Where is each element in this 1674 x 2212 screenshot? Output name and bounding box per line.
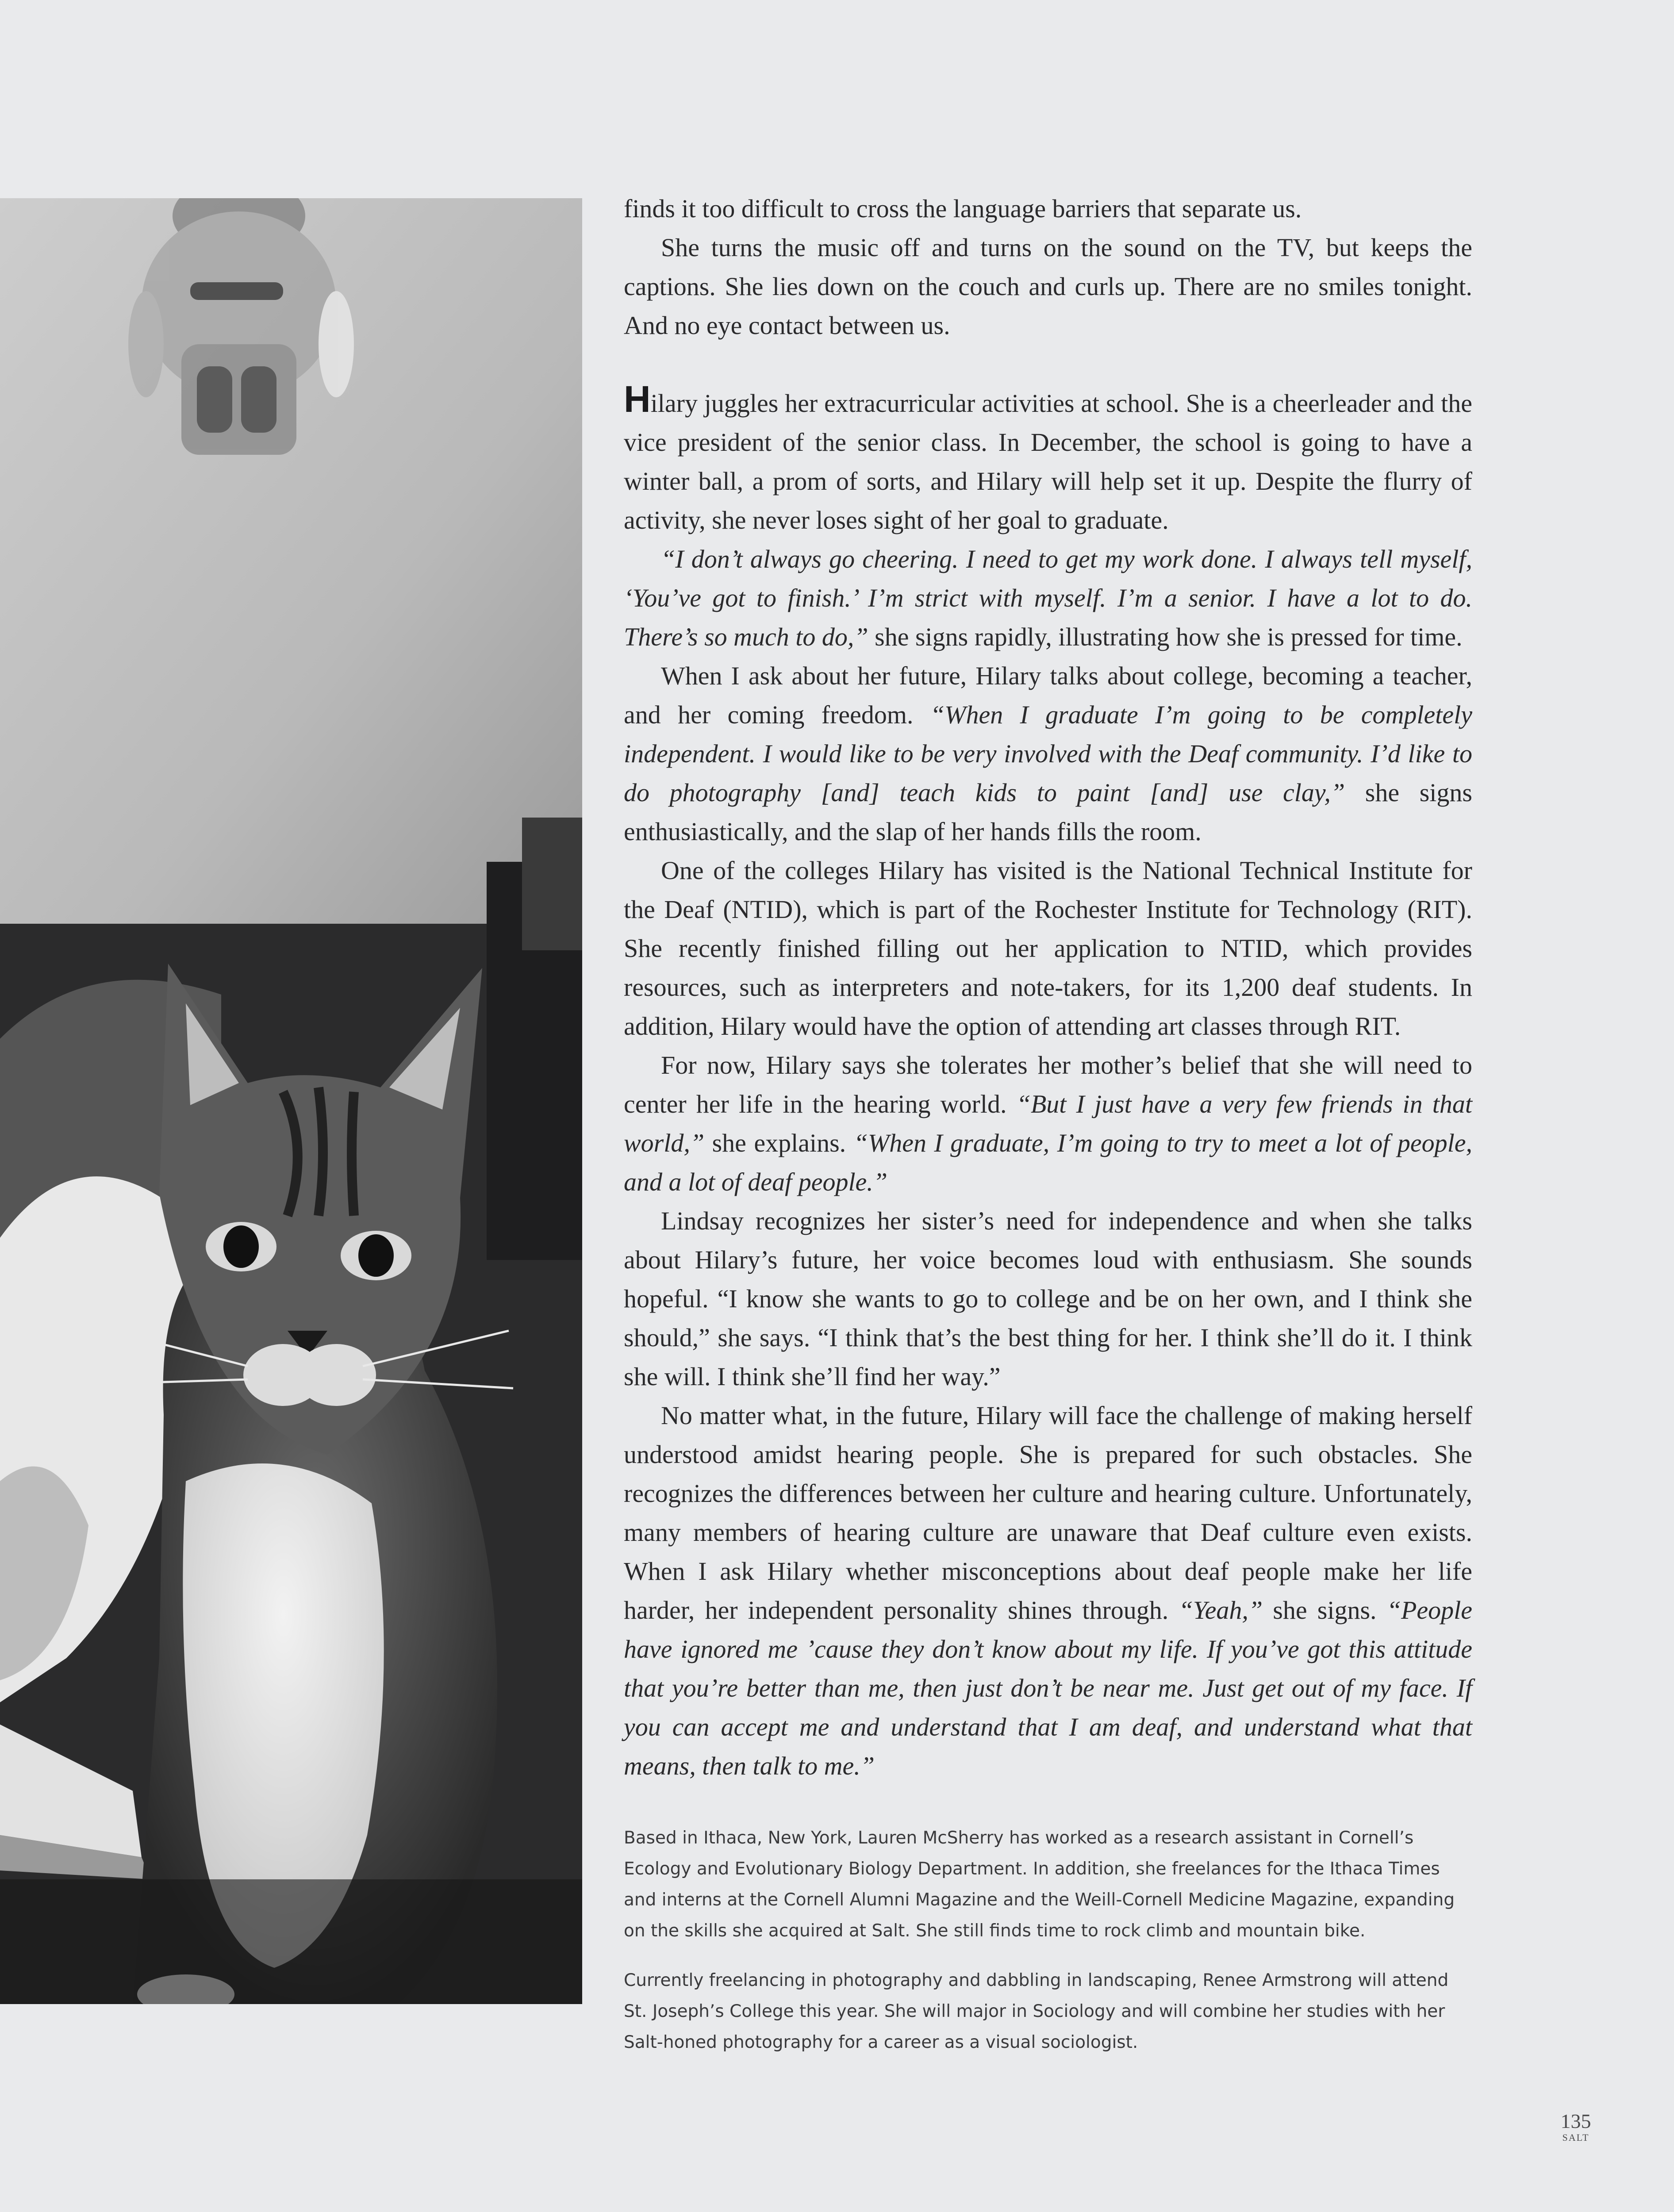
article-body (624, 189, 1472, 1786)
quote-text: “I don’t always go cheering. I need to get my work done. I always tell myself, ‘You’ve got to finish.’ I’m strict with myself. I’m a senior. I have a lot to do. There’s so much to do,” (624, 545, 1472, 651)
paragraph (624, 657, 1472, 851)
paragraph-text: Lindsay recognizes her sister’s need for independence and when she talks about Hilary’s future, her voice becomes loud with enthusiasm. She sounds hopeful. “I know she wants to go to college and be on her own, and I think she should,” she says. “I think that’s the best thing for her. I think she’ll do it. I think she will. I think she’ll find her way.” (624, 1206, 1472, 1391)
quote-text: “When I graduate, I’m going to try to meet a lot of people, and a lot of deaf people.” (624, 1129, 1472, 1196)
magazine-name: SALT (1562, 2132, 1590, 2143)
paragraph-section-start (624, 378, 1472, 540)
paragraph-text: One of the colleges Hilary has visited is the National Technical Institute for the Deaf (NTID), which is part of the Rochester Institute for Technology (RIT). She recently finished filling out her application to NTID, which provides resources, such as interpreters and note-takers, for its 1,200 deaf students. In addition, Hilary would have the option of attending art classes through RIT. (624, 856, 1472, 1041)
bio-writer: Based in Ithaca, New York, Lauren McSherry has worked as a research assistant in Cornell’s Ecology and Evolutionary Biology Department. In addition, she freelances for the Ithaca Times and interns at the Cornell Alumni Magazine and the Weill-Cornell Medicine Magazine, expanding on the skills she acquired at Salt. She still finds time to rock climb and mountain bike. (624, 1828, 1455, 1941)
drop-cap: H (624, 378, 651, 420)
contributor-bios (624, 1823, 1472, 2077)
quote-text: “When I graduate I’m going to be completely independent. I would like to be very involved with the Deaf community. I’d like to do photography [and] teach kids to paint [and] use clay,” (624, 700, 1472, 807)
cat-photo (0, 198, 582, 2004)
paragraph-text: she signs rapidly, illustrating how she is pressed for time. (868, 622, 1463, 651)
paragraph-text: No matter what, in the future, Hilary will face the challenge of making herself understood amidst hearing people. She is prepared for such obstacles. She recognizes the differences between her culture and hearing culture. Unfortunately, many members of hearing culture are unaware that Deaf culture even exists. When I ask Hilary whether misconceptions about deaf people make her life harder, her independent personality shines through. (624, 1401, 1472, 1624)
paragraph-text: she explains. (704, 1129, 854, 1157)
folio (1558, 2110, 1593, 2143)
paragraph-text: ilary juggles her extracurricular activities at school. She is a cheerleader and the vice president of the senior class. In December, the school is going to have a winter ball, a prom of sorts, and Hilary will help set it up. Despite the flurry of activity, she never loses sight of her goal to graduate. (624, 389, 1472, 534)
cat-photo-image (0, 198, 582, 2004)
bio-photographer: Currently freelancing in photography and dabbling in landscaping, Renee Armstrong will attend St. Joseph’s College this year. She will major in Sociology and will combine her studies with her Salt-honed photography for a career as a visual sociologist. (624, 1970, 1449, 2052)
paragraph-text: she signs. (1263, 1596, 1387, 1624)
paragraph-text: she signs enthusiastically, and the slap of her hands fills the room. (624, 778, 1472, 846)
quote-text: “People have ignored me ’cause they don’t know about my life. If you’ve got this attitude that you’re better than me, then just don’t be near me. Just get out of my face. If you can accept me and understand that I am deaf, and understand what that means, then talk to me.” (624, 1596, 1472, 1780)
paragraph (624, 1202, 1472, 1396)
paragraph-text: She turns the music off and turns on the sound on the TV, but keeps the captions. She lies down on the couch and curls up. There are no smiles tonight. And no eye contact between us. (624, 233, 1472, 340)
cat-figure (106, 964, 513, 2004)
quote-text: “Yeah,” (1179, 1596, 1263, 1624)
paragraph (624, 1046, 1472, 1202)
quote-text: “But I just have a very few friends in that world,” (624, 1090, 1473, 1157)
paragraph-text: When I ask about her future, Hilary talks about college, becoming a teacher, and her coming freedom. (624, 661, 1472, 729)
paragraph (624, 1396, 1472, 1786)
page-number: 135 (1560, 2110, 1591, 2132)
paragraph-text: finds it too difficult to cross the language barriers that separate us. (624, 194, 1302, 223)
paragraph (624, 189, 1472, 228)
paragraph (624, 228, 1472, 345)
paragraph (624, 540, 1472, 657)
paragraph (624, 851, 1472, 1046)
paragraph-text: For now, Hilary says she tolerates her mother’s belief that she will need to center her life in the hearing world. (624, 1051, 1472, 1118)
